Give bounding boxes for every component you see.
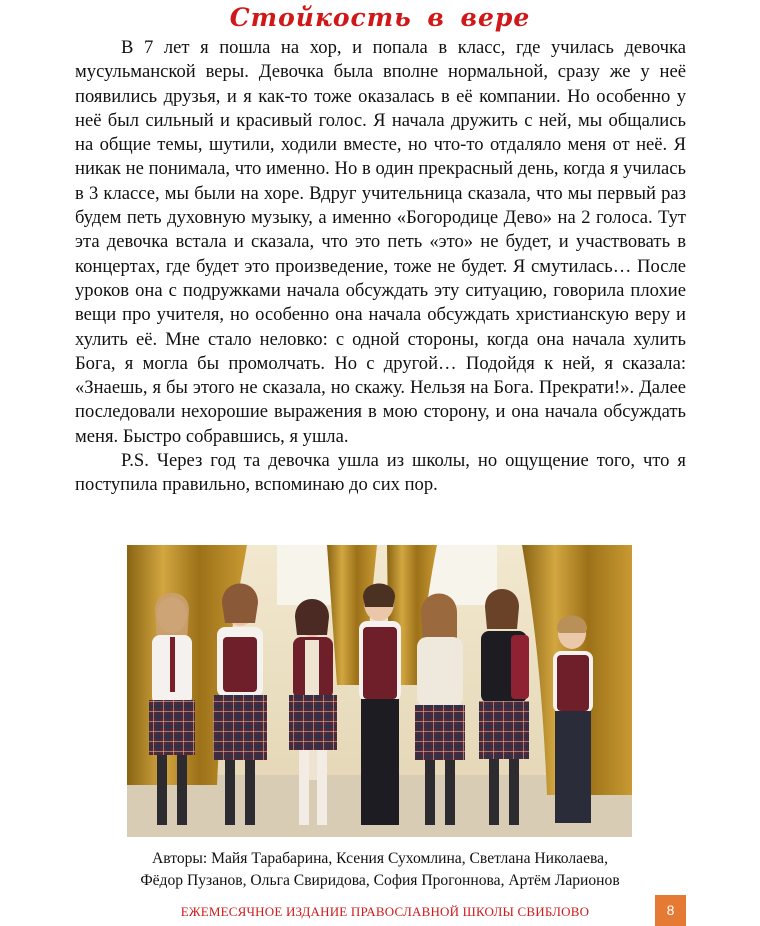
caption-line: Фёдор Пузанов, Ольга Свиридова, София Прогоннова, Артём Ларионов (140, 871, 620, 889)
caption-line: Авторы: Майя Тарабарина, Ксения Сухомлина, Светлана Николаева, (151, 850, 609, 867)
group-photo (127, 545, 632, 837)
page-number-badge: 8 (655, 895, 686, 926)
article-paragraph: P.S. Через год та девочка ушла из школы, но ощущение того, что я поступила правильно, вспоминаю до сих пор. (75, 450, 686, 496)
article-body (75, 36, 686, 498)
footer-publication-name: ЕЖЕМЕСЯЧНОЕ ИЗДАНИЕ ПРАВОСЛАВНОЙ ШКОЛЫ СВИБЛОВО (180, 904, 590, 919)
page-title: Стойкость в вере (229, 3, 531, 32)
article-paragraph: В 7 лет я пошла на хор, и попала в класс, где училась девочка мусульманской веры. Девочка была вполне нормальной, сразу же у неё появились друзья, и я как-то тоже оказалась в её компании. Но особенно у неё был сильный и красивый голос. Я начала дружить с ней, мы общались на общие темы, шутили, ходили вместе, но что-то отдаляло меня от неё. Я никак не понимала, что именно. Но в один прекрасный день, когда я училась в 3 классе, мы были на хоре. Вдруг учительница сказала, что мы первый раз будем петь духовную музыку, а именно «Богородице Дево» на 2 голоса. Тут эта девочка встала и сказала, что это петь «это» не будет, и участвовать в концертах, где будет это произведение, тоже не будет. Я смутилась… После уроков она с подружками начала обсуждать эту ситуацию, говорила плохие вещи про учителя, но особенно она начала обсуждать христианскую веру и хулить её. Мне стало неловко: с одной стороны, когда она начала хулить Бога, я могла бы промолчать. Но с другой… Подойдя к ней, я сказала: «Знаешь, я бы этого не сказала, но скажу. Нельзя на Бога. Прекрати!». Далее последовали нехорошие выражения в мою сторону, и она начала обсуждать меня. Быстро собравшись, я ушла. (75, 37, 686, 447)
photo-caption (80, 848, 680, 891)
